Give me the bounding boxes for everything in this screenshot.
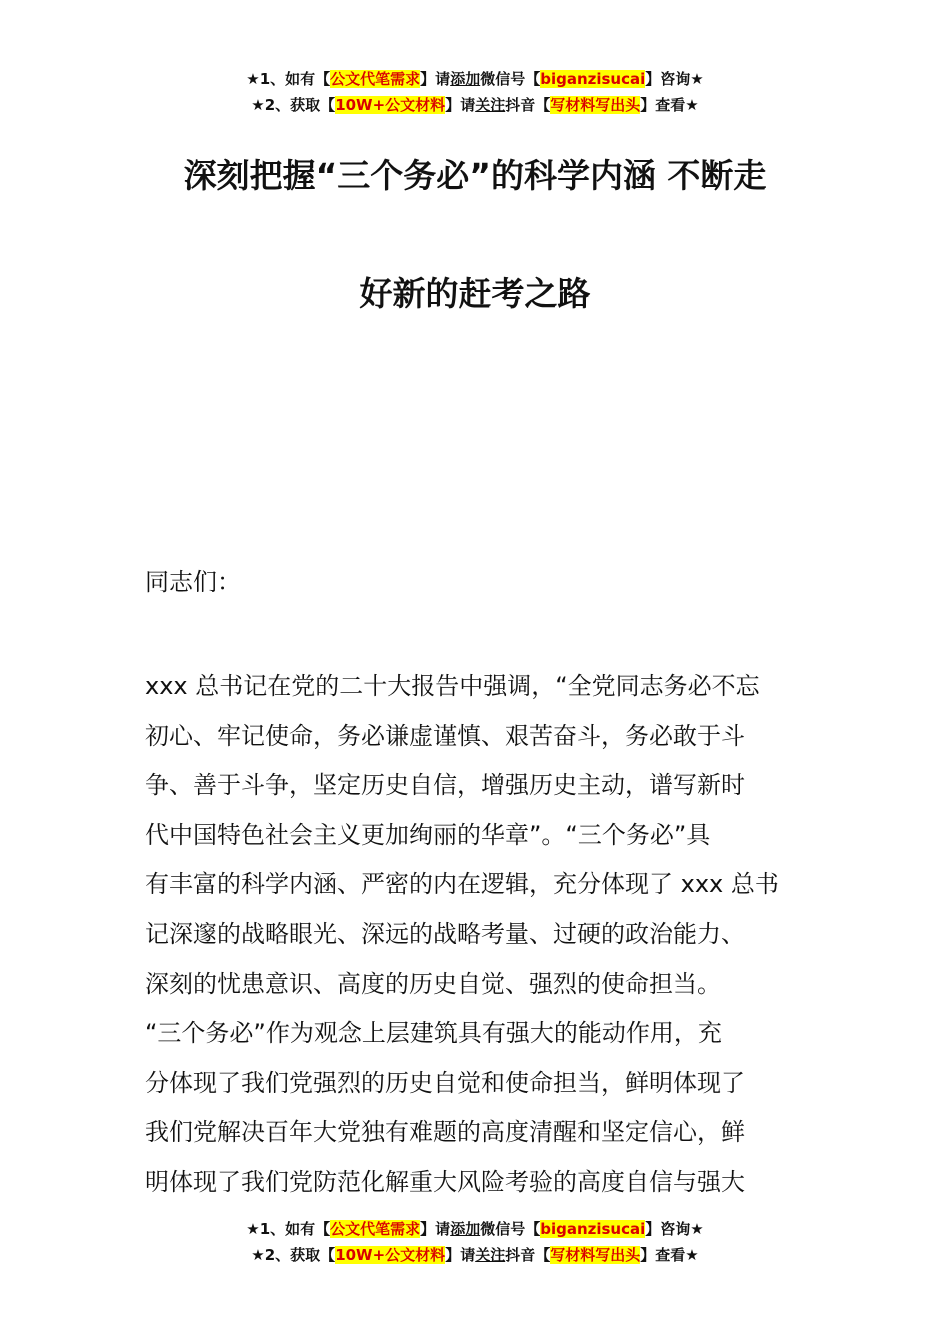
highlight-service: 公文代笔需求 bbox=[330, 1220, 421, 1238]
header-promo-banner bbox=[0, 66, 950, 118]
body-paragraph bbox=[145, 662, 810, 1208]
document-title-line-2: 好新的赶考之路 bbox=[359, 274, 591, 313]
promo-line-1: ★1、如有【公文代笔需求】请添加微信号【biganzisucai】咨询★ bbox=[246, 70, 704, 88]
body-line: xxx 总书记在党的二十大报告中强调，“全党同志务必不忘 bbox=[145, 672, 760, 700]
highlight-materials: 10W+公文材料 bbox=[335, 96, 446, 114]
body-line: 记深邃的战略眼光、深远的战略考量、过硬的政治能力、 bbox=[145, 919, 745, 948]
promo-line-1: ★1、如有【公文代笔需求】请添加微信号【biganzisucai】咨询★ bbox=[246, 1220, 704, 1238]
body-line: 有丰富的科学内涵、严密的内在逻辑，充分体现了 xxx 总书 bbox=[145, 870, 779, 899]
highlight-service: 公文代笔需求 bbox=[330, 70, 421, 88]
body-line: 代中国特色社会主义更加绚丽的华章”。“三个务必”具 bbox=[145, 820, 711, 849]
highlight-wechat-id: biganzisucai bbox=[540, 70, 646, 88]
body-line: 初心、牢记使命，务必谦虚谨慎、艰苦奋斗，务必敢于斗 bbox=[145, 721, 745, 750]
promo-line-2: ★2、获取【10W+公文材料】请关注抖音【写材料写出头】查看★ bbox=[251, 96, 699, 114]
body-line: 分体现了我们党强烈的历史自觉和使命担当，鲜明体现了 bbox=[145, 1068, 745, 1097]
salutation: 同志们： bbox=[145, 568, 241, 596]
highlight-materials: 10W+公文材料 bbox=[335, 1246, 446, 1264]
highlight-douyin-account: 写材料写出头 bbox=[550, 1246, 641, 1264]
body-line: 深刻的忧患意识、高度的历史自觉、强烈的使命担当。 bbox=[145, 969, 721, 998]
document-title-line-1: 深刻把握“三个务必”的科学内涵 不断走 bbox=[183, 156, 767, 195]
body-line: 我们党解决百年大党独有难题的高度清醒和坚定信心，鲜 bbox=[145, 1118, 745, 1147]
highlight-wechat-id: biganzisucai bbox=[540, 1220, 646, 1238]
body-line: 明体现了我们党防范化解重大风险考验的高度自信与强大 bbox=[145, 1167, 745, 1196]
promo-line-2: ★2、获取【10W+公文材料】请关注抖音【写材料写出头】查看★ bbox=[251, 1246, 699, 1264]
footer-promo-banner bbox=[0, 1216, 950, 1268]
body-line: “三个务必”作为观念上层建筑具有强大的能动作用，充 bbox=[145, 1019, 722, 1048]
highlight-douyin-account: 写材料写出头 bbox=[550, 96, 641, 114]
body-line: 争、善于斗争，坚定历史自信，增强历史主动，谱写新时 bbox=[145, 771, 745, 800]
